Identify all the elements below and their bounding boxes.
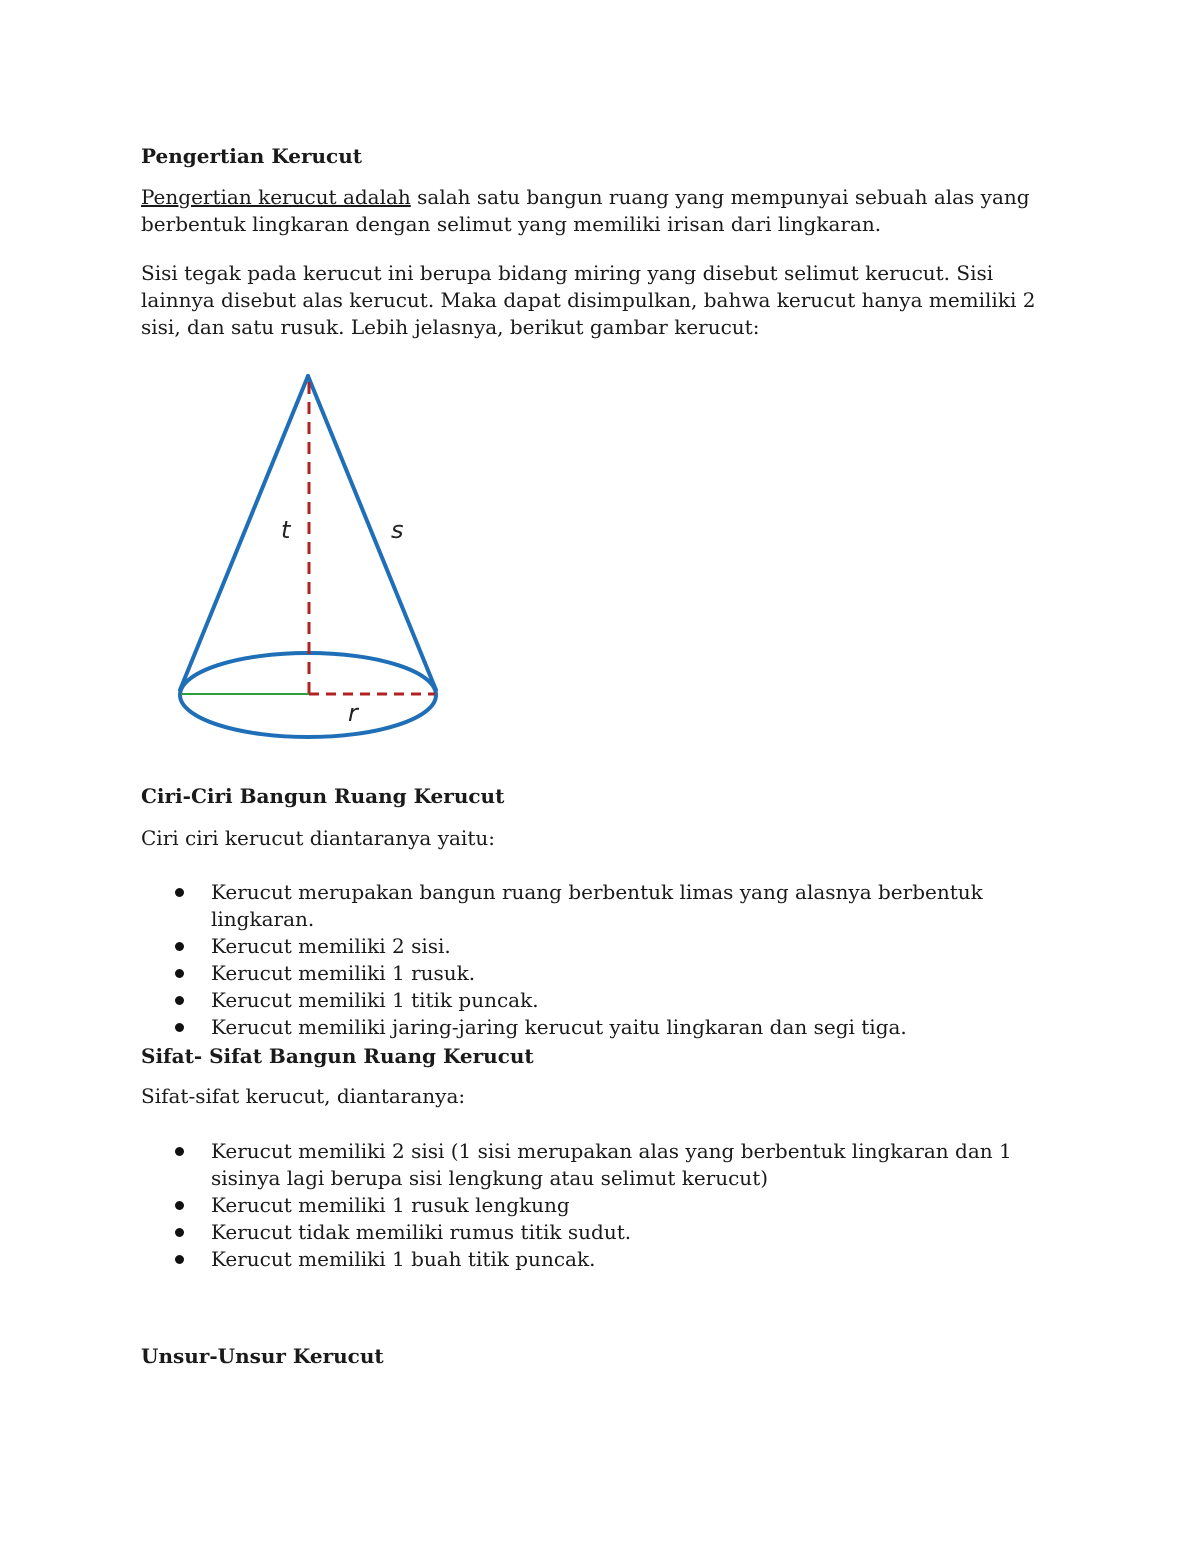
heading-sifat-sifat: Sifat- Sifat Bangun Ruang Kerucut [141,1044,534,1068]
cone-figure [175,368,445,746]
list-item [141,1246,1041,1273]
list-item-text: Kerucut memiliki jaring-jaring kerucut yaitu lingkaran dan segi tiga. [211,1015,907,1039]
definition-rest-text: salah satu bangun ruang yang mempunyai sebuah alas yang berbentuk lingkaran dengan selimut yang memiliki irisan dari lingkaran. [141,185,1030,236]
list-item [141,879,1041,933]
heading-pengertian-kerucut: Pengertian Kerucut [141,144,363,168]
list-item [141,933,1041,960]
bullet-icon [175,888,184,897]
definition-link-text: Pengertian kerucut adalah [141,185,411,209]
label-r: r [348,699,358,727]
list-item [141,987,1041,1014]
bullet-icon [175,1201,184,1210]
list-item-text: Kerucut memiliki 1 rusuk lengkung [211,1193,570,1217]
bullet-icon [175,1255,184,1264]
list-item [141,1014,1041,1041]
list-item-text: Kerucut tidak memiliki rumus titik sudut. [211,1220,632,1244]
cone-right-side-s [308,376,436,690]
label-s: s [391,516,404,544]
list-item-text: Kerucut memiliki 2 sisi. [211,934,451,958]
paragraph-sisi-description: Sisi tegak pada kerucut ini berupa bidang miring yang disebut selimut kerucut. Sisi lainnya disebut alas kerucut. Maka dapat disimpulkan, bahwa kerucut hanya memiliki 2 sisi, dan satu rusuk. Lebih jelasnya, berikut gambar kerucut: [141,261,1036,339]
label-t: t [281,516,291,544]
bullet-icon [175,1228,184,1237]
list-item-text: Kerucut memiliki 1 rusuk. [211,961,476,985]
paragraph-sifat-intro: Sifat-sifat kerucut, diantaranya: [141,1084,466,1108]
paragraph-definition [141,184,1061,238]
list-item [141,1219,1041,1246]
heading-ciri-ciri: Ciri-Ciri Bangun Ruang Kerucut [141,784,505,808]
bullet-icon [175,1023,184,1032]
bullet-icon [175,1147,184,1156]
list-ciri-ciri [141,879,1041,1041]
list-item-text: Kerucut merupakan bangun ruang berbentuk limas yang alasnya berbentuk lingkaran. [211,880,983,931]
bullet-icon [175,996,184,1005]
cone-diagram [175,368,445,746]
list-item-text: Kerucut memiliki 1 buah titik puncak. [211,1247,596,1271]
list-item [141,1138,1041,1192]
list-item-text: Kerucut memiliki 1 titik puncak. [211,988,539,1012]
list-item [141,960,1041,987]
list-sifat-sifat [141,1138,1041,1273]
list-item-text: Kerucut memiliki 2 sisi (1 sisi merupakan alas yang berbentuk lingkaran dan 1 sisinya lagi berupa sisi lengkung atau selimut kerucut) [211,1139,1012,1190]
paragraph-ciri-intro: Ciri ciri kerucut diantaranya yaitu: [141,826,495,850]
list-item [141,1192,1041,1219]
bullet-icon [175,942,184,951]
bullet-icon [175,969,184,978]
heading-unsur-unsur: Unsur-Unsur Kerucut [141,1344,384,1368]
